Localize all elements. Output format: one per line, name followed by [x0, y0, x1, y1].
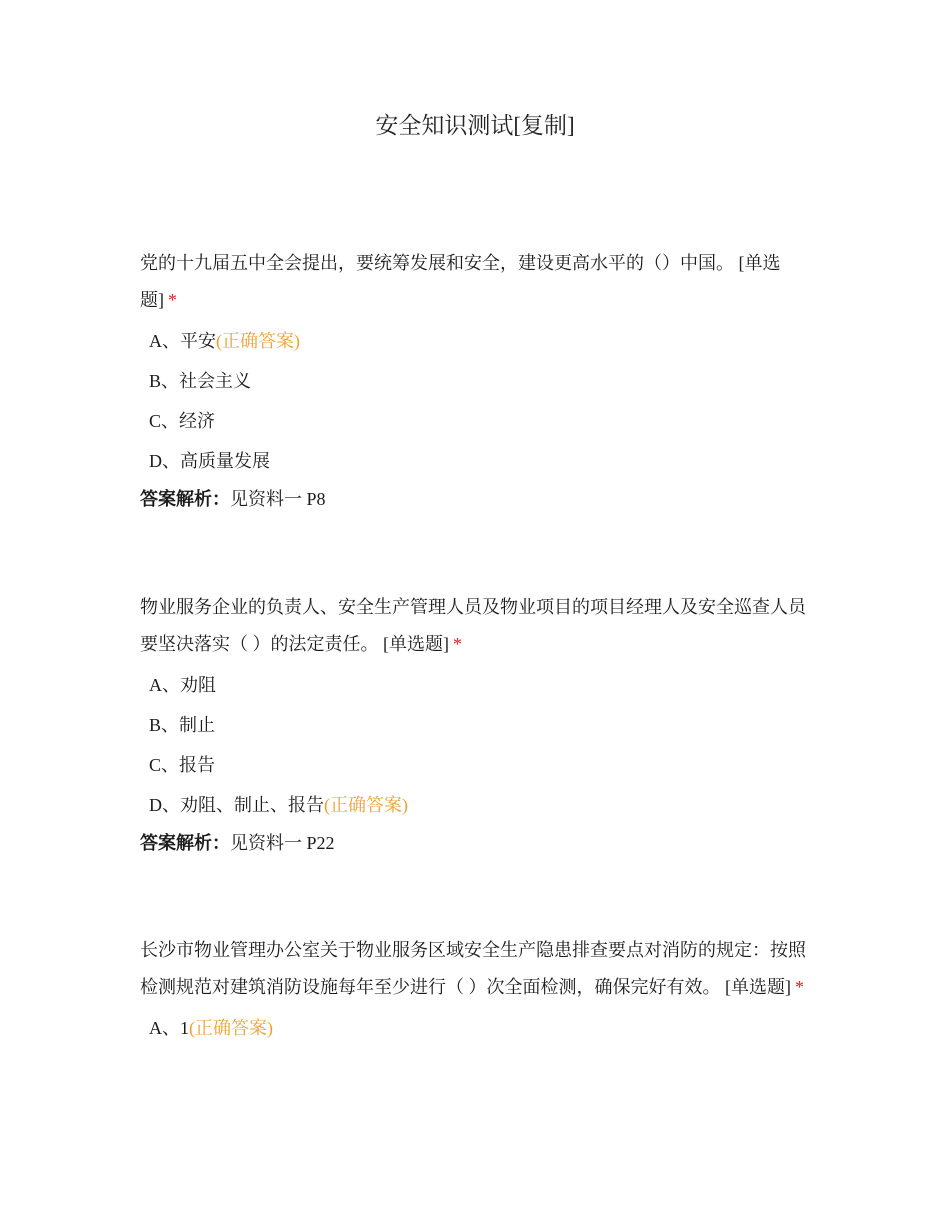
option-b[interactable] [140, 705, 815, 745]
required-mark: * [168, 290, 177, 310]
page-title: 安全知识测试[复制] [375, 113, 575, 138]
option-prefix: D、 [149, 795, 180, 815]
option-prefix: D、 [149, 451, 180, 471]
required-mark: * [453, 634, 462, 654]
option-label: 经济 [179, 411, 216, 431]
option-label: 劝阻、制止、报告 [180, 795, 324, 815]
question-stem: 长沙市物业管理办公室关于物业服务区域安全生产隐患排查要点对消防的规定：按照检测规范对建筑消防设施每年至少进行（ ）次全面检测，确保完好有效。 [140, 940, 806, 997]
correct-answer-tag: (正确答案) [324, 795, 408, 815]
option-a[interactable] [140, 665, 815, 705]
option-prefix: B、 [149, 715, 180, 735]
question-3 [140, 932, 815, 1048]
correct-answer-tag: (正确答案) [216, 331, 300, 351]
option-label: 劝阻 [180, 675, 216, 695]
correct-answer-tag: (正确答案) [189, 1018, 273, 1038]
option-prefix: A、 [149, 331, 180, 351]
answer-analysis [140, 825, 815, 862]
option-prefix: A、 [149, 1018, 180, 1038]
option-a[interactable] [140, 321, 815, 361]
option-label: 社会主义 [179, 371, 252, 391]
option-prefix: A、 [149, 675, 180, 695]
required-mark: * [795, 977, 804, 997]
question-1 [140, 245, 815, 518]
option-b[interactable] [140, 361, 815, 401]
option-list [140, 321, 815, 481]
option-list [140, 665, 815, 825]
option-list [140, 1008, 815, 1048]
option-label: 制止 [179, 715, 216, 735]
question-stem: 物业服务企业的负责人、安全生产管理人员及物业项目的项目经理人及安全巡查人员要坚决落实（ ）的法定责任。 [140, 597, 806, 654]
analysis-label: 答案解析： [140, 833, 230, 853]
question-type: [单选题] [140, 253, 781, 310]
option-label: 平安 [180, 331, 216, 351]
option-d[interactable] [140, 785, 815, 825]
answer-analysis [140, 481, 815, 518]
analysis-text: 见资料一 P22 [230, 833, 335, 853]
question-text [140, 589, 815, 663]
option-prefix: C、 [149, 755, 180, 775]
option-d[interactable] [140, 441, 815, 481]
option-label: 1 [180, 1018, 189, 1038]
option-label: 报告 [179, 755, 216, 775]
option-prefix: B、 [149, 371, 180, 391]
option-c[interactable] [140, 401, 815, 441]
question-2 [140, 589, 815, 862]
option-a[interactable] [140, 1008, 815, 1048]
option-prefix: C、 [149, 411, 180, 431]
question-stem: 党的十九届五中全会提出，要统筹发展和安全，建设更高水平的（）中国。 [140, 253, 734, 273]
question-type: [单选题] [383, 634, 449, 654]
question-text [140, 932, 815, 1006]
question-text [140, 245, 815, 319]
analysis-label: 答案解析： [140, 489, 230, 509]
option-label: 高质量发展 [180, 451, 270, 471]
question-type: [单选题] [725, 977, 791, 997]
option-c[interactable] [140, 745, 815, 785]
analysis-text: 见资料一 P8 [230, 489, 326, 509]
